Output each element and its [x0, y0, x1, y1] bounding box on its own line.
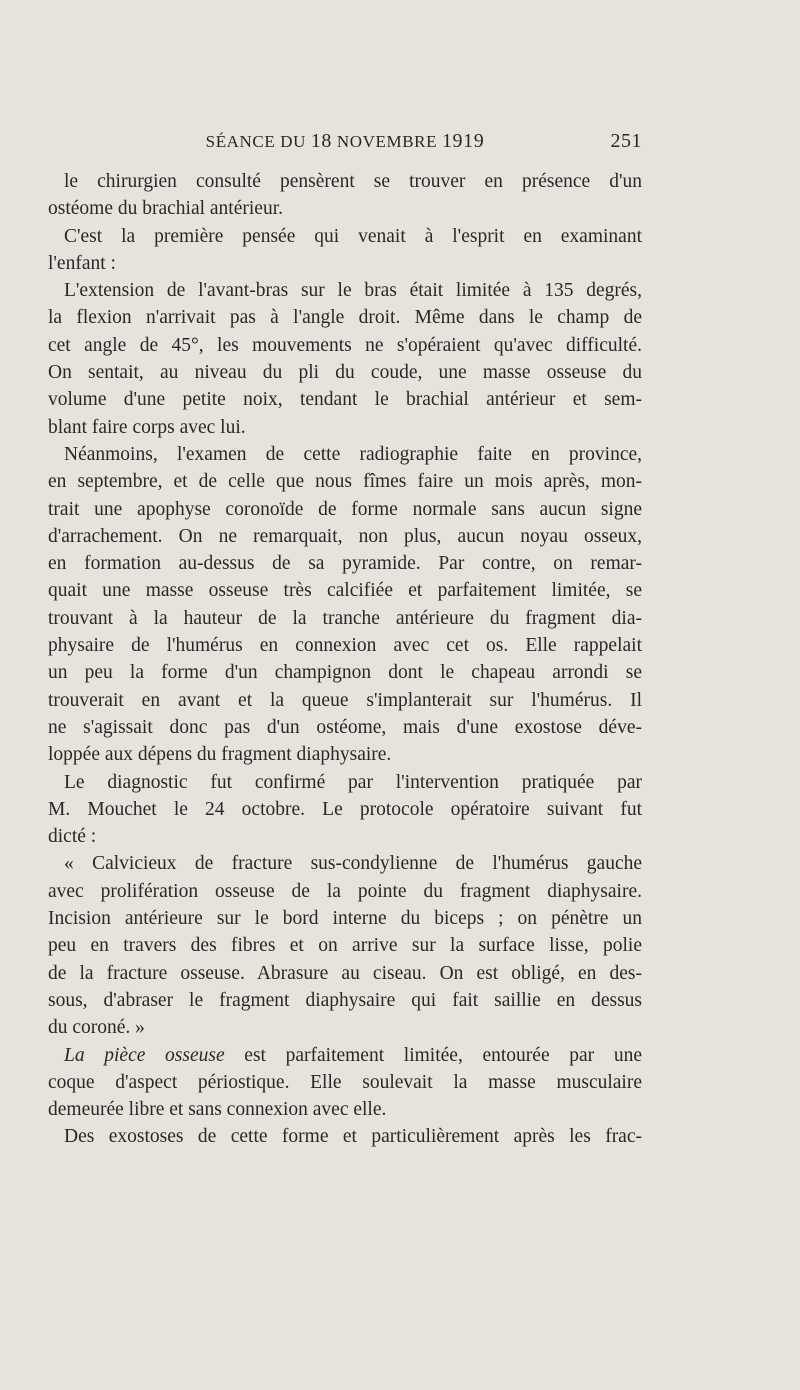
text-line: L'extension de l'avant-bras sur le bras était limitée à 135 degrés,: [64, 280, 642, 302]
header-month: NOVEMBRE: [336, 132, 438, 151]
header-day: 18: [310, 130, 333, 152]
text-line: demeurée libre et sans connexion avec elle.: [48, 1099, 387, 1121]
page-number: 251: [610, 130, 642, 152]
text-line: Le diagnostic fut confirmé par l'intervention pratiquée par: [64, 771, 642, 793]
text-line: trouverait en avant et la queue s'implanterait sur l'humérus. Il: [48, 689, 642, 711]
text-line: trouvant à la hauteur de la tranche antérieure du fragment dia-: [48, 607, 642, 629]
text-line: physaire de l'humérus en connexion avec cet os. Elle rappelait: [48, 635, 642, 657]
paragraph: [48, 769, 642, 851]
paragraph: [48, 223, 642, 278]
text-line: loppée aux dépens du fragment diaphysaire.: [48, 744, 392, 766]
text-line: sous, d'abraser le fragment diaphysaire qui fait saillie en dessus: [48, 989, 642, 1011]
header-title: [48, 130, 642, 153]
text-line: d'arrachement. On ne remarquait, non plus, aucun noyau osseux,: [48, 525, 642, 547]
text-line: l'enfant :: [48, 252, 116, 274]
text-line: quait une masse osseuse très calcifiée et parfaitement limitée, se: [48, 580, 642, 602]
text-line: dicté :: [48, 826, 97, 848]
text-line: [48, 1042, 642, 1069]
text-line: le chirurgien consulté pensèrent se trouver en présence d'un: [64, 171, 642, 192]
text-line: ostéome du brachial antérieur.: [48, 198, 283, 220]
paragraph: [48, 168, 642, 223]
line-rest: est parfaitement limitée, entourée par une: [224, 1044, 642, 1066]
paragraph: [48, 277, 642, 441]
text-line: avec prolifération osseuse de la pointe du fragment diaphysaire.: [48, 880, 642, 902]
paragraph: [48, 1042, 642, 1124]
text-line: en formation au-dessus de sa pyramide. Par contre, on remar-: [48, 553, 642, 575]
text-line: la flexion n'arrivait pas à l'angle droit. Même dans le champ de: [48, 307, 642, 329]
paragraph: [48, 1123, 642, 1150]
text-line: du coroné. »: [48, 1017, 145, 1039]
body-text: [48, 168, 642, 1151]
header-title-prefix: SÉANCE DU: [205, 132, 306, 151]
text-line: ne s'agissait donc pas d'un ostéome, mais d'une exostose déve-: [48, 716, 642, 738]
text-line: trait une apophyse coronoïde de forme normale sans aucun signe: [48, 498, 642, 520]
text-line: « Calvicieux de fracture sus-condylienne de l'humérus gauche: [64, 853, 642, 875]
text-line: Néanmoins, l'examen de cette radiographie faite en province,: [64, 443, 642, 465]
text-line: blant faire corps avec lui.: [48, 416, 246, 438]
text-line: un peu la forme d'un champignon dont le chapeau arrondi se: [48, 662, 642, 684]
running-header: [48, 130, 642, 158]
text-line: cet angle de 45°, les mouvements ne s'opéraient qu'avec difficulté.: [48, 334, 642, 356]
italic-lead: La pièce osseuse: [64, 1044, 225, 1066]
text-line: Incision antérieure sur le bord interne du biceps ; on pénètre un: [48, 908, 642, 930]
text-line: coque d'aspect périostique. Elle soulevait la masse musculaire: [48, 1071, 642, 1093]
text-line: de la fracture osseuse. Abrasure au ciseau. On est obligé, en des-: [48, 962, 642, 984]
text-line: volume d'une petite noix, tendant le brachial antérieur et sem-: [48, 389, 642, 411]
text-line: M. Mouchet le 24 octobre. Le protocole opératoire suivant fut: [48, 798, 642, 820]
paragraph: [48, 850, 642, 1041]
header-year: 1919: [441, 130, 485, 152]
text-line: Des exostoses de cette forme et particulièrement après les frac-: [64, 1126, 642, 1148]
text-line: en septembre, et de celle que nous fîmes faire un mois après, mon-: [48, 471, 642, 493]
text-line: On sentait, au niveau du pli du coude, une masse osseuse du: [48, 362, 642, 384]
text-line: C'est la première pensée qui venait à l'esprit en examinant: [64, 225, 642, 247]
text-line: peu en travers des fibres et on arrive sur la surface lisse, polie: [48, 935, 642, 957]
paragraph: [48, 441, 642, 769]
